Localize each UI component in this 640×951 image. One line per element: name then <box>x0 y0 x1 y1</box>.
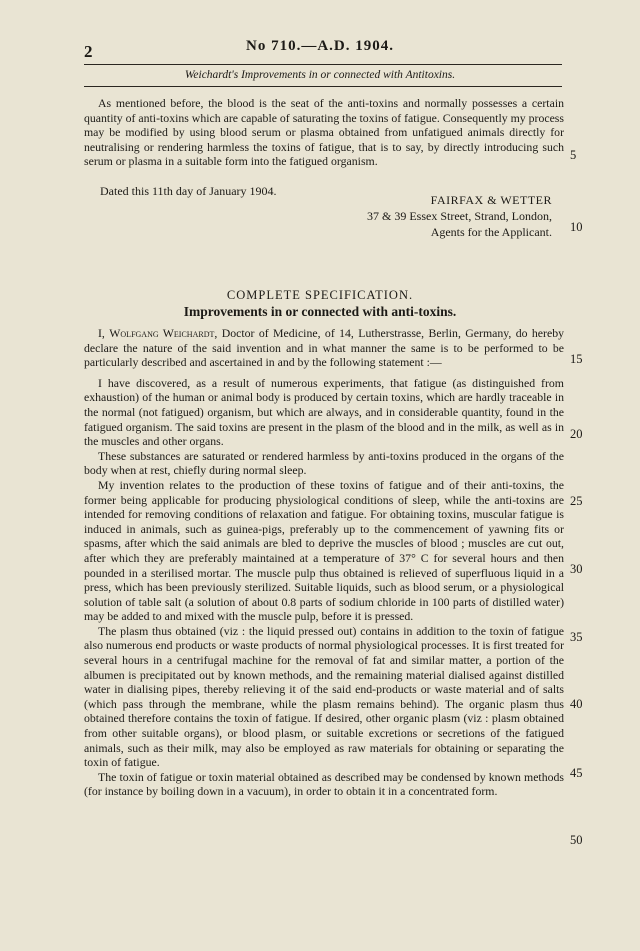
paragraph-discovery: I have discovered, as a result of numerous experiments, that fatigue (as distinguished from exhaustion) of the human or animal body is produced by certain toxins, which are hardly traceable in the normal (not fatigued) organism, but which are always, and in considerable quantity, found in the fatigued organism. The said toxins are present in the plasm of the blood and in the milk, as well as in the muscles and other organs. <box>84 375 564 449</box>
line-number: 40 <box>570 697 583 711</box>
inventor-name: Wolfgang Weichardt <box>109 326 215 340</box>
paragraph-invention: My invention relates to the production of these toxins of fatigue and of their anti-toxins, the former being applicable for producing physiological conditions of sleep, while the anti-toxins are intended for removing conditions of relaxation and fatigue. For obtaining toxins, muscular fatigue is induced in animals, such as guinea-pigs, preferably up to the commencement of yawning fits or spasms, after which the said animals are bled to deprive the muscles of blood ; muscles are cut out, after which they are preferably maintained at a temperature of 37° C for several hours and then pounded in a sterilised mortar. The muscle pulp thus obtained is relieved of superfluous liquid in a press, which has been previously sterilized. Suitable liquids, such as blood serum, or a physiological solution of table salt (a solution of about 0.8 parts of sodium chloride in 100 parts of distilled water) may be added to and mixed with the muscle pulp, before it is pressed. <box>84 477 564 624</box>
page-number: 2 <box>84 42 93 61</box>
line-number: 20 <box>570 427 583 441</box>
agent-role: Agents for the Applicant. <box>430 225 552 239</box>
agent-signature-block <box>300 192 552 240</box>
declaration-text: , Doctor of Medicine, of 14, Lutherstrasse, Berlin, Germany, do hereby declare the nature of the said invention and in what manner the same is to be performed to be particularly described and ascertained in and by the following statement :— <box>84 326 565 370</box>
line-number: 10 <box>570 220 583 234</box>
dated-line: Dated this 11th day of January 1904. <box>100 184 277 198</box>
specification-title: Improvements in or connected with anti-toxins. <box>183 304 457 319</box>
agent-address: 37 & 39 Essex Street, Strand, London, <box>367 209 552 223</box>
line-number: 30 <box>570 562 583 576</box>
line-number: 15 <box>570 352 583 366</box>
line-number: 50 <box>570 833 583 847</box>
paragraph-declaration <box>84 326 564 370</box>
line-number: 5 <box>570 148 577 162</box>
agent-name: FAIRFAX & WETTER <box>430 193 552 207</box>
line-number: 35 <box>570 630 583 644</box>
header-rule-bottom <box>84 86 562 87</box>
header-rule-top <box>84 64 562 65</box>
line-number: 45 <box>570 766 583 780</box>
line-number: 25 <box>570 494 583 508</box>
paragraph-text: As mentioned before, the blood is the seat of the anti-toxins and normally possesses a certain quantity of anti-toxins which are capable of saturating the toxins of fatigue. Consequently my process may be modified by using blood serum or plasma obtained from unfatigued animals directly for neutralising or rendering harmless the toxins of fatigue, that is to say, by directly introducing such serum or plasma in a suitable form into the fatigued organism. <box>84 96 564 169</box>
running-title: Weichardt's Improvements in or connected with Antitoxins. <box>184 69 456 81</box>
paragraph-plasm: The plasm thus obtained (viz : the liquid pressed out) contains in addition to the toxin of fatigue also numerous end products or waste products of normal physiological processes. It is first treated for several hours in a centrifugal machine for the removal of fat and similar matter, a portion of the albumen is precipitated out by known methods, and the remaining material dialised against distilled water in dialising pipes, thereby relieving it of the said end-products or waste material and of salts (which pass through the membrane, while the plasm remains behind). The organic plasm thus obtained therefore contains the toxin of fatigue. If desired, other organic plasm (viz : plasm obtained from other suitable organs), or blood plasm, or suitable excretions or secretions of the fatigued animals, such as their milk, may also be employed as raw materials for obtaining or separating the toxin of fatigue. <box>84 623 564 770</box>
provisional-closing-paragraph <box>84 96 564 169</box>
paragraph-concentration: The toxin of fatigue or toxin material obtained as described may be condensed by known methods (for instance by boiling down in a vacuum), in order to obtain it in a concentrated form. <box>84 769 564 799</box>
complete-specification-heading: COMPLETE SPECIFICATION. <box>226 288 414 302</box>
declaration-pronoun: I, <box>98 326 110 340</box>
complete-specification-body <box>84 326 564 799</box>
paragraph-substances: These substances are saturated or rendered harmless by anti-toxins produced in the organs of the body when at rest, chiefly during normal sleep. <box>84 448 564 478</box>
document-number: No 710.—A.D. 1904. <box>246 38 394 54</box>
